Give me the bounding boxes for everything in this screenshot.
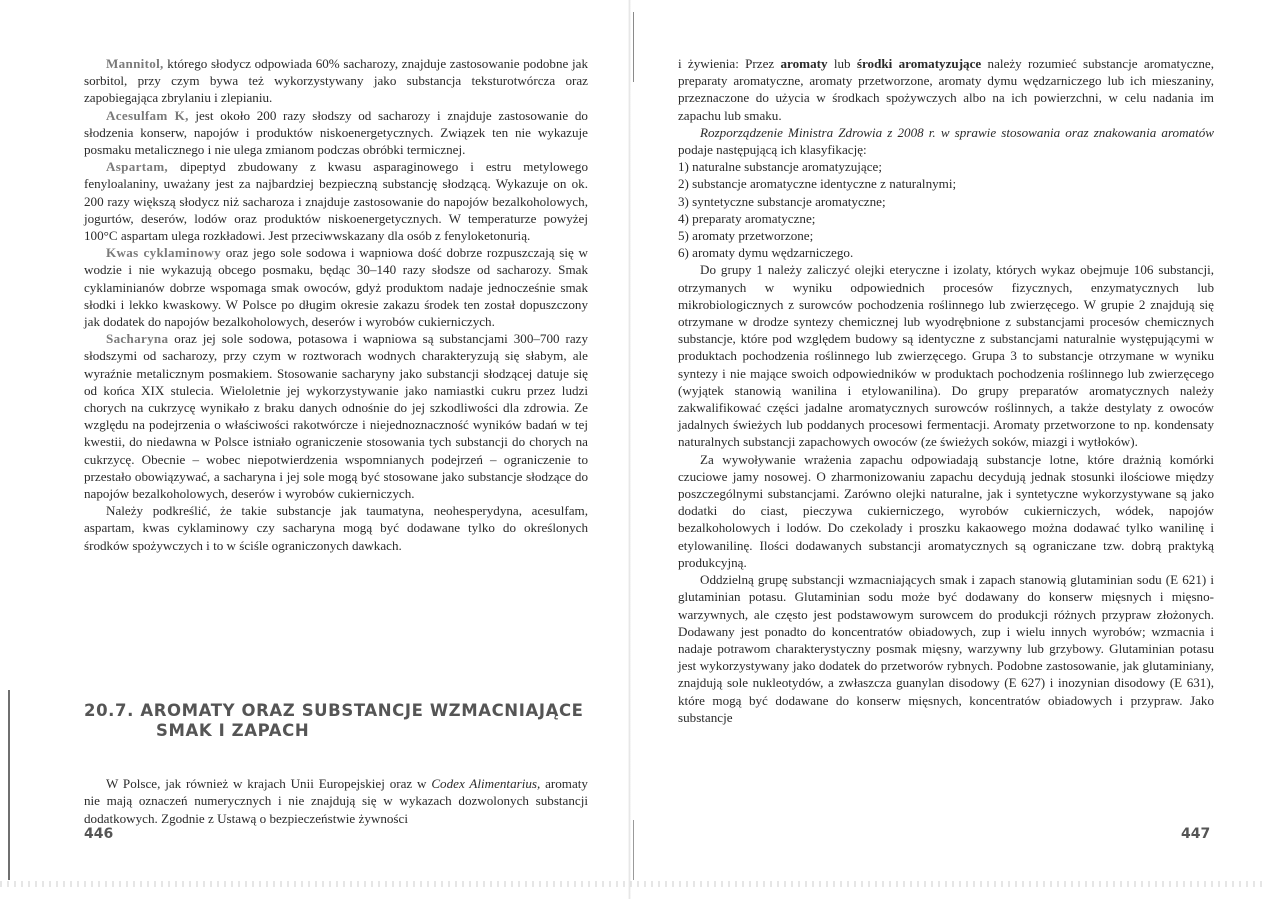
keyword-aromaty: aromaty xyxy=(780,56,828,71)
heading-line-2: SMAK I ZAPACH xyxy=(156,721,310,740)
page-number-left: 446 xyxy=(84,826,114,842)
paragraph-text: oraz jej sole sodowa, potasowa i wapniowa są substancjami 300–700 razy słodszymi od sacharozy, przy czym w roztworach wodnych charakteryzują się słabym, ale wyraźnie metalicznym posmakiem. Stosowanie sacharyny jako substancji słodzącej datuje się od końca XIX stulecia. Wieloletnie jej wykorzystywanie jako namiastki cukru przez ludzi chorych na cukrzycę wynikało z braku danych odnośnie do jej szkodliwości dla zdrowia. Ze względu na podejrzenia o właściwości rakotwórcze i niejednoznaczność wyników badań w tej kwestii, do niedawna w Polsce istniało ograniczenie stosowania tych substancji do chorych na cukrzycę. Obecnie – wobec niepotwierdzenia wspomnianych podejrzeń – ograniczenie to przestało obowiązywać, a sacharyna i jej sole mogą być stosowane jako substancje słodzące do napojów bezalkoholowych, deserów i wyrobów cukierniczych. xyxy=(84,331,588,502)
paragraph-kwas-cyklaminowy xyxy=(84,244,588,330)
paragraph-text: aromaty nie mają oznaczeń numerycznych i nie znajdują się w wykazach dozwolonych substancji dodatkowych. Zgodnie z Ustawą o bezpieczeństwie żywności xyxy=(84,776,588,826)
right-page xyxy=(632,0,1263,899)
paragraph-regulation xyxy=(678,124,1214,158)
paragraph-acesulfam xyxy=(84,107,588,159)
paragraph-text: jest około 200 razy słodszy od sacharozy i znajduje zastosowanie do słodzenia konserw, napojów i produktów niskoenergetycznych. Związek ten nie wykazuje posmaku metalicznego i nie ulega zmianom podczas obróbki termicznej. xyxy=(84,107,588,158)
codex-italic: Codex Alimentarius, xyxy=(431,776,541,792)
term-aspartam: Aspartam, xyxy=(106,159,168,175)
paragraph-text: lub xyxy=(827,56,857,71)
paragraph-text: dipeptyd zbudowany z kwasu asparaginowego i estru metylowego fenyloalaniny, uważany jest za najbardziej bezpieczną substancję słodzącą. Wykazuje on ok. 200 razy większą słodycz niż sacharoza i znajduje zastosowanie do napojów bezalkoholowych, jogurtów, deserów, lodów oraz produktów niskoenergetycznych. W temperaturze powyżej 100°C aspartam ulega rozkładowi. Jest przeciwwskazany dla osób z fenyloketonurią. xyxy=(84,159,588,244)
paragraph-text: należy rozumieć substancje aromatyczne, preparaty aromatyczne, aromaty przetworzone, aromaty dymu wędzarniczego lub ich mieszaniny, przeznaczone do użycia w środkach spożywczych albo na ich powierzchni, w celu nadania im zapachu lub smaku. xyxy=(678,56,1214,123)
paragraph-groups: Do grupy 1 należy zaliczyć olejki eteryczne i izolaty, których wykaz obejmuje 106 substancji, otrzymanych w wyniku odpowiednich procesów fizycznych, enzymatycznych lub mikrobiologicznych z surowców pochodzenia roślinnego lub zwierzęcego. W grupie 2 znajdują się otrzymane w drodze syntezy chemicznej lub wyodrębnione z substancjami procesów chemicznych substancje, które pod względem budowy są identyczne z substancjami naturalnie występującymi w produktach pochodzenia roślinnego lub zwierzęcego. Grupa 3 to substancje otrzymane w wyniku syntezy i nie mające swoich odpowiedników w produktach pochodzenia roślinnego lub zwierzęcego (wyjątek stanowią wanilina i etylowanilina). Do grupy preparatów aromatycznych należy zakwalifikować części jadalne aromatycznych surowców roślinnych, a także destylaty z owoców jadalnych świeżych lub poddanych procesowi fermentacji. Aromaty przetworzone to np. kondensaty naturalnych substancji zapachowych owoców (ze świeżych soków, miazgi i wytłoków). xyxy=(678,262,1214,450)
list-item: 1) naturalne substancje aromatyzujące; xyxy=(678,159,882,175)
paragraph-aspartam xyxy=(84,158,588,244)
term-acesulfam: Acesulfam K, xyxy=(106,107,189,123)
term-mannitol: Mannitol, xyxy=(106,56,164,71)
left-text-column xyxy=(84,55,588,554)
paragraph-glutamate: Oddzielną grupę substancji wzmacniających smak i zapach stanowią glutaminian sodu (E 621) i glutaminian potasu. Glutaminian sodu może być dodawany do konserw mięsnych i mięsno-warzywnych, ale często jest podstawowym surowcem do produkcji różnych przypraw złożonych. Dodawany jest ponadto do koncentratów obiadowych, zup i wielu innych wyrobów; wzmacnia i nadaje potrawom charakterystyczny posmak mięsny, warzywny lub grzybowy. Glutaminian potasu jest wykorzystywany jako dodatek do przetworów rybnych. Podobne zastosowanie, jak glutaminiany, znajdują sole nukleotydów, a zwłaszcza guanylan disodowy (E 627) i inozynian disodowy (E 631), które mogą być dodawane do konserw mięsnych, koncentratów obiadowych i przypraw. Jako substancje xyxy=(678,572,1214,725)
paragraph-text: podaje następującą ich klasyfikację: xyxy=(678,142,867,158)
paragraph-mannitol xyxy=(84,55,588,107)
paragraph-sacharyna xyxy=(84,330,588,502)
paragraph-text: i żywienia: Przez xyxy=(678,56,781,71)
term-kwas-cyklaminowy: Kwas cyklaminowy xyxy=(106,245,222,261)
list-item: 6) aromaty dymu wędzarniczego. xyxy=(678,245,854,261)
paragraph-summary: Należy podkreślić, że takie substancje jak taumatyna, neohesperydyna, acesulfam, aspartam, kwas cyklaminowy czy sacharyna mogą być dodawane tylko do określonych środków spożywczych i to w ściśle ograniczonych dawkach. xyxy=(84,503,588,553)
page-number-right: 447 xyxy=(1181,826,1211,842)
left-bottom-text xyxy=(84,762,588,840)
paragraph-aromaty-intro xyxy=(84,775,588,827)
paragraph-text: oraz jego sole sodowa i wapniowa dość dobrze rozpuszczają się w wodzie i nie wykazują obcego posmaku, będąc 30–140 razy słodsze od sacharozy. Smak cyklaminianów dobrze wspomaga smak owoców, gdyż produktom nadaje jednocześnie smak słodki i lekko kwaskowy. W Polsce po długim okresie zakazu środek ten został dopuszczony jak dodatek do napojów bezalkoholowych, deserów i wyrobów cukierniczych. xyxy=(84,245,589,330)
list-item: 4) preparaty aromatyczne; xyxy=(678,210,816,226)
heading-line-1: 20.7. AROMATY ORAZ SUBSTANCJE WZMACNIAJĄCE xyxy=(84,701,584,720)
paragraph-text: którego słodycz odpowiada 60% sacharozy, znajduje zastosowanie podobne jak sorbitol, przy czym bywa też wykorzystywany jako substancja teksturotwórcza oraz zapobiegająca zbrylaniu i zlepianiu. xyxy=(84,56,588,106)
paragraph-volatile: Za wywoływanie wrażenia zapachu odpowiadają substancje lotne, które drażnią komórki czuciowe jamy nosowej. O zharmonizowaniu zapachu decydują jednak stosunki ilościowe między poszczególnymi substancjami. Zarówno olejki naturalne, jak i syntetyczne wykorzystywane są jako dodatki do ciast, pieczywa cukierniczego, wyrobów cukierniczych, wódek, napojów bezalkoholowych i lodów. Do czekolady i proszku kakaowego można dodawać tylko wanilinę i etylowanilinę. Ilości dodawanych substancji aromatycznych są ograniczane tzw. dobrą praktyką produkcyjną. xyxy=(678,451,1214,570)
classification-list xyxy=(678,158,1214,261)
section-heading xyxy=(84,701,588,741)
list-item: 3) syntetyczne substancje aromatyczne; xyxy=(678,193,886,209)
left-page xyxy=(0,0,630,899)
keyword-srodki-aromatyzujace: środki aromatyzujące xyxy=(856,56,982,71)
term-sacharyna: Sacharyna xyxy=(106,331,169,347)
regulation-title: Rozporządzenie Ministra Zdrowia z 2008 r. w sprawie stosowania oraz znakowania aromatów xyxy=(700,124,1214,140)
right-text-column xyxy=(678,55,1214,726)
list-item: 2) substancje aromatyczne identyczne z naturalnymi; xyxy=(678,176,957,192)
paragraph-text: W Polsce, jak również w krajach Unii Europejskiej oraz w xyxy=(106,776,432,792)
list-item: 5) aromaty przetworzone; xyxy=(678,228,814,244)
paragraph-definition xyxy=(678,55,1214,124)
